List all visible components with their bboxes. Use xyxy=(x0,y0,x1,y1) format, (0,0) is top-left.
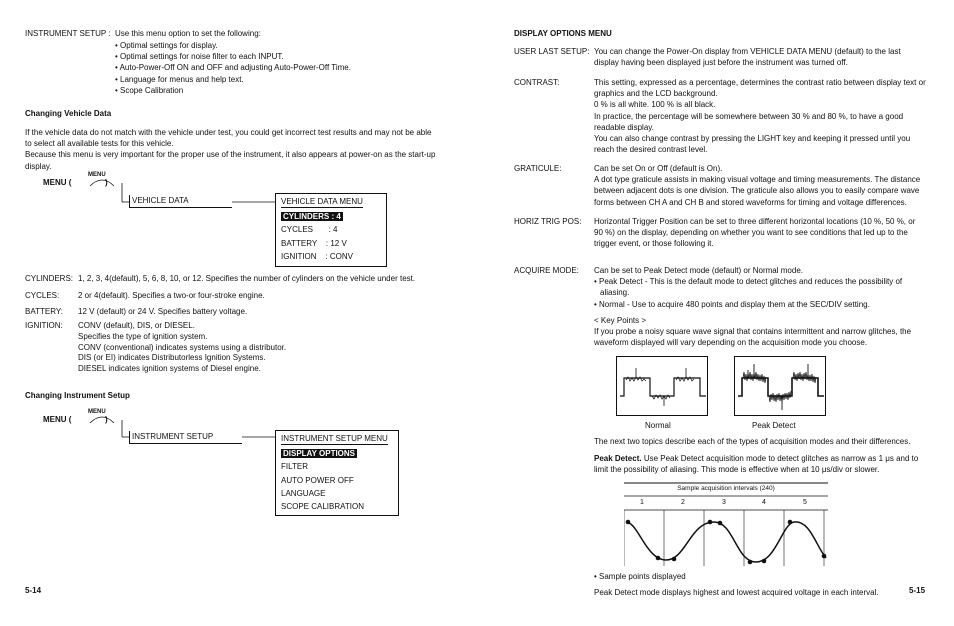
interval-label: 5 xyxy=(803,499,807,506)
menu-title: VEHICLE DATA MENU xyxy=(281,196,363,208)
vehicle-data-paragraph xyxy=(25,127,455,172)
sample-chart-title: Sample acquisition intervals (240) xyxy=(677,485,775,492)
interval-label: 3 xyxy=(722,499,726,506)
definition-term: CYCLES: xyxy=(25,291,60,300)
paragraph-line: If the vehicle data do not match with the vehicle under test, you could get incorrect test results and may not be able xyxy=(25,128,432,137)
definition-term: BATTERY: xyxy=(25,307,63,316)
key-points-label: < Key Points > xyxy=(594,315,647,325)
definition-cylinders xyxy=(25,273,455,284)
desc-line: between adjacent dots is one division. The graticule also allows you to easily compare wave xyxy=(594,186,920,196)
menu-item-filter[interactable]: FILTER xyxy=(281,462,308,472)
paragraph-line: to select all available tests for this vehicle. xyxy=(25,139,174,149)
term-acquire-mode: ACQUIRE MODE: xyxy=(514,266,579,275)
peak-mode-description: Peak Detect mode displays highest and lowest acquired voltage in each interval. xyxy=(594,588,879,597)
desc-line: In practice, the percentage will be somewhere between 30 % and 80 %, to have a good xyxy=(594,111,904,121)
desc-horiz-trig-pos xyxy=(594,216,930,250)
bullet-item: • Scope Calibration xyxy=(115,85,184,95)
desc-line: 0 % is all white. 100 % is all black. xyxy=(594,100,716,110)
menu-key-connector xyxy=(40,405,280,455)
desc-line: 90 %) on the display, depending on whether you want to see conditions that led up to the xyxy=(594,228,908,238)
instrument-setup-option[interactable]: INSTRUMENT SETUP xyxy=(129,431,242,444)
desc-line: • Normal - Use to acquire 480 points and display them at the SEC/DIV setting. xyxy=(594,299,870,309)
definition-body: 1, 2, 3, 4(default), 5, 6, 8, 10, or 12. Specifies the number of cylinders on the vehicle under test. xyxy=(78,274,416,283)
paragraph-line: Because this menu is very important for the proper use of the instrument, it also appears at power-on as the start-up xyxy=(25,150,436,160)
instrument-setup-intro: Use this menu option to set the following: xyxy=(115,29,261,38)
normal-waveform-image xyxy=(616,356,708,416)
page-number-right: 5-15 xyxy=(909,586,926,595)
desc-line: This setting, expressed as a percentage, determines the contrast ratio between display text or xyxy=(594,78,926,87)
menu-item-ignition[interactable]: IGNITION : CONV xyxy=(281,251,354,261)
sample-points-note: • Sample points displayed xyxy=(594,572,686,581)
desc-line: limit the possibility of aliasing. This mode is effective when at 10 μs/div or slower. xyxy=(594,465,880,475)
desc-line: You can also change contrast by pressing the LIGHT key and keeping it pressed until you xyxy=(594,133,911,143)
menu-item-language[interactable]: LANGUAGE xyxy=(281,488,326,498)
term-contrast: CONTRAST: xyxy=(514,78,560,87)
definition-term: CYLINDERS: xyxy=(25,274,74,283)
definition-body: CONV (conventional) indicates systems using a distributor. xyxy=(78,342,287,352)
menu-item-battery[interactable]: BATTERY : 12 V xyxy=(281,238,347,248)
interval-label: 4 xyxy=(762,499,766,506)
definition-battery xyxy=(25,306,455,317)
desc-line: reach the desired contrast level. xyxy=(594,145,708,155)
desc-contrast xyxy=(594,77,930,155)
definition-body: 2 or 4(default). Specifies a two-or four-stroke engine. xyxy=(78,291,265,300)
peak-detect-paragraph xyxy=(594,453,934,475)
term-graticule: GRATICULE: xyxy=(514,164,562,173)
desc-line: Can be set On or Off (default is On). xyxy=(594,164,723,173)
desc-user-last-setup xyxy=(594,46,930,68)
menu-item-cylinders[interactable]: CYLINDERS : 4 xyxy=(283,212,341,222)
peak-detect-waveform-caption: Peak Detect xyxy=(752,421,796,430)
menu-key-label: MENU ( xyxy=(43,415,72,424)
definition-body: DIESEL indicates ignition systems of Diesel engine. xyxy=(78,364,261,374)
definition-cycles xyxy=(25,290,455,301)
vehicle-data-option[interactable]: VEHICLE DATA xyxy=(129,195,232,208)
bullet-item: • Optimal settings for noise filter to each INPUT. xyxy=(115,52,284,62)
menu-title: INSTRUMENT SETUP MENU xyxy=(281,433,388,445)
desc-line: Can be set to Peak Detect mode (default) or Normal mode. xyxy=(594,266,803,275)
interval-label: 1 xyxy=(640,499,644,506)
menu-key-icon: MENU xyxy=(88,172,106,178)
page-title: DISPLAY OPTIONS MENU xyxy=(514,29,612,38)
desc-line: display having been displayed just before the instrument was turned off. xyxy=(594,58,848,68)
desc-line: waveform displayed will vary depending on the acquisition mode you choose. xyxy=(594,338,868,348)
interval-label: 2 xyxy=(681,499,685,506)
desc-line: You can change the Power-On display from VEHICLE DATA MENU (default) to the last xyxy=(594,47,901,56)
sample-acquisition-figure xyxy=(624,482,828,568)
menu-key-label: MENU ( xyxy=(43,178,72,187)
menu-item-auto-power-off[interactable]: AUTO POWER OFF xyxy=(281,475,354,485)
menu-key-close: ) xyxy=(105,178,108,187)
normal-waveform-caption: Normal xyxy=(645,421,671,430)
bullet-item: • Optimal settings for display. xyxy=(115,41,218,50)
definition-body: CONV (default), DIS, or DIESEL. xyxy=(78,321,195,330)
bullet-item: • Language for menus and help text. xyxy=(115,74,244,84)
next-topics-text: The next two topics describe each of the types of acquisition modes and their differences. xyxy=(594,437,911,446)
menu-item-scope-calibration[interactable]: SCOPE CALIBRATION xyxy=(281,501,364,511)
term-horiz-trig-pos: HORIZ TRIG POS: xyxy=(514,217,582,226)
desc-line: forms between CH A and CH B and stored waveforms for timing and voltage differences. xyxy=(594,197,907,207)
desc-line: aliasing. xyxy=(600,288,630,298)
desc-line: Horizontal Trigger Position can be set to three different horizontal locations (10 %, 50 %, or xyxy=(594,217,916,226)
menu-key-close: ) xyxy=(105,415,108,424)
definition-term: IGNITION: xyxy=(25,321,63,330)
instrument-setup-term: INSTRUMENT SETUP : xyxy=(25,29,111,38)
term-user-last-setup: USER LAST SETUP: xyxy=(514,47,590,56)
definition-body: DIS (or EI) indicates Distributorless Ignition Systems. xyxy=(78,353,266,363)
section-heading-vehicle-data: Changing Vehicle Data xyxy=(25,109,112,118)
peak-detect-term: Peak Detect. xyxy=(594,454,642,463)
vehicle-data-menu-box xyxy=(275,193,387,267)
menu-item-cycles[interactable]: CYCLES : 4 xyxy=(281,225,338,235)
desc-acquire-mode xyxy=(594,265,934,348)
desc-graticule xyxy=(594,163,930,208)
instrument-setup-bullets xyxy=(115,40,351,96)
instrument-setup-menu-box xyxy=(275,430,399,516)
bullet-item: • Auto-Power-Off ON and OFF and adjusting Auto-Power-Off Time. xyxy=(115,63,351,73)
section-heading-instrument-setup: Changing Instrument Setup xyxy=(25,391,130,400)
desc-line: trigger event, or those following it. xyxy=(594,239,714,249)
definition-body: Specifies the type of ignition system. xyxy=(78,331,208,341)
desc-line: • Peak Detect - This is the default mode to detect glitches and reduces the possibility of xyxy=(594,277,903,287)
desc-line: A dot type graticule assists in making visual voltage and timing measurements. The distance xyxy=(594,175,921,185)
paragraph-line: display. xyxy=(25,161,52,171)
menu-key-icon: MENU xyxy=(88,409,106,415)
peak-detect-waveform-image xyxy=(734,356,826,416)
desc-line: graphics and the LCD background. xyxy=(594,89,718,99)
desc-line: If you probe a noisy square wave signal that contains intermittent and narrow glitches, the xyxy=(594,326,912,336)
menu-item-display-options[interactable]: DISPLAY OPTIONS xyxy=(283,449,356,459)
definition-ignition xyxy=(25,321,455,375)
desc-line: readable display. xyxy=(594,122,654,132)
page-number-left: 5-14 xyxy=(25,586,42,595)
definition-body: 12 V (default) or 24 V. Specifies battery voltage. xyxy=(78,307,248,316)
desc-line: Use Peak Detect acquisition mode to detect glitches as narrow as 1 μs and to xyxy=(641,454,919,463)
